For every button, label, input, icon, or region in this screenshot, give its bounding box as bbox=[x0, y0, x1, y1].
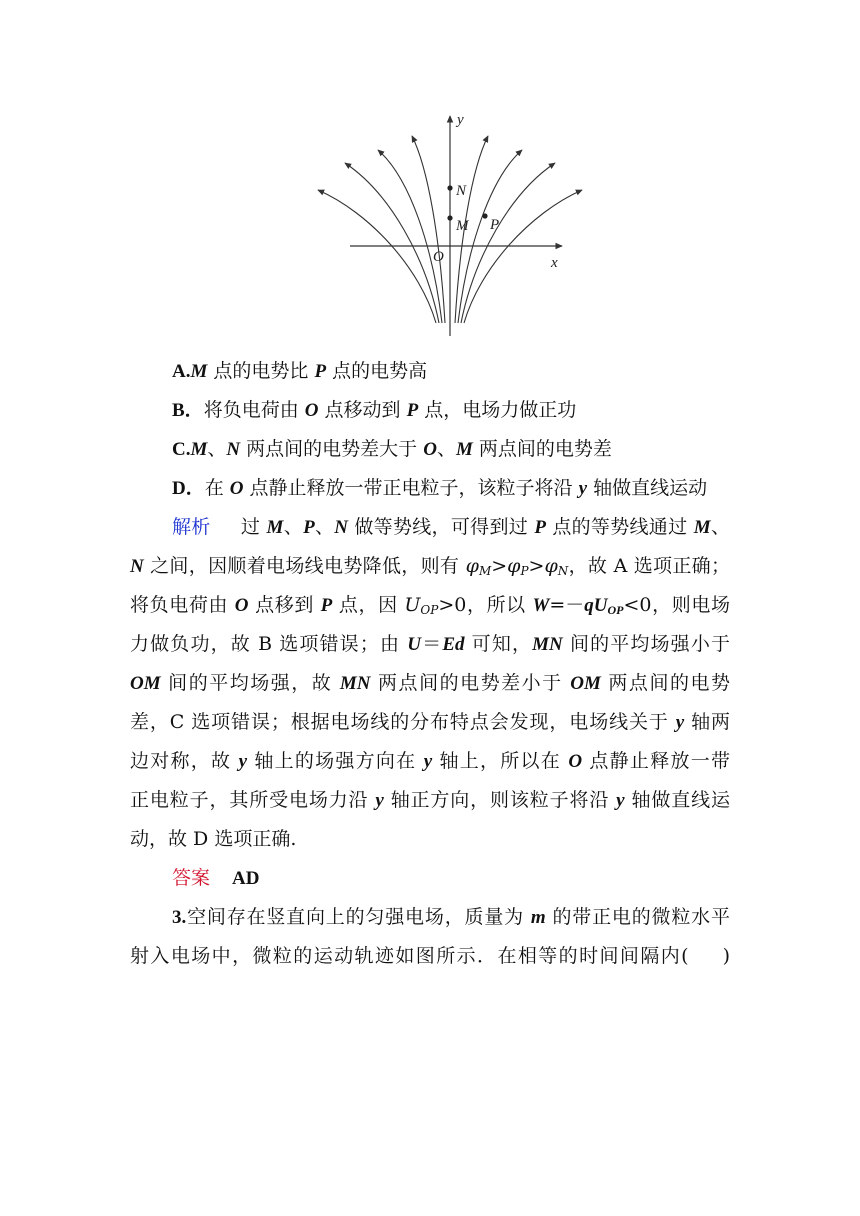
analysis-text: 将负电荷由 bbox=[130, 594, 235, 616]
question3-text: 射入电场中，微粒的运动轨迹如图所示．在相等的时间间隔内( bbox=[130, 945, 689, 967]
label-y: y bbox=[457, 112, 464, 128]
option-d-text: 在 bbox=[204, 477, 230, 499]
answer-line bbox=[130, 859, 730, 898]
analysis-text: 力做负功，故 B 选项错误；由 bbox=[130, 633, 408, 655]
point-P bbox=[482, 213, 487, 218]
analysis-text: 可知， bbox=[464, 633, 533, 655]
option-b-text: 将负电荷由 bbox=[203, 399, 305, 421]
analysis-text: 两点间的电势差小于 bbox=[370, 672, 571, 694]
analysis-text: 、 bbox=[283, 516, 304, 538]
document-body bbox=[130, 352, 730, 976]
analysis-var: U bbox=[407, 634, 422, 655]
analysis-var: P bbox=[534, 517, 546, 538]
analysis-text: 过 bbox=[240, 516, 267, 538]
analysis-text: >0，所以 bbox=[438, 594, 533, 616]
analysis-var: Ed bbox=[442, 634, 465, 655]
analysis-text: 边对称，故 bbox=[130, 750, 239, 772]
question3-var: m bbox=[530, 907, 546, 928]
option-a bbox=[130, 352, 730, 391]
phi-subscript: P bbox=[520, 564, 529, 578]
field-line-left-4 bbox=[412, 136, 445, 323]
analysis-text: 间的平均场强，故 bbox=[160, 672, 340, 694]
u-subscript: OP bbox=[420, 603, 439, 617]
analysis-var: y bbox=[238, 751, 248, 772]
field-line-left-2 bbox=[345, 163, 439, 323]
analysis-label: 解析 bbox=[172, 516, 211, 538]
analysis-text: <0，则电场 bbox=[623, 594, 730, 616]
label-O: O bbox=[433, 249, 444, 265]
analysis-text: 点移到 bbox=[248, 594, 321, 616]
option-d-var: y bbox=[578, 478, 588, 499]
field-line-right-1 bbox=[464, 190, 582, 323]
point-M bbox=[447, 215, 452, 220]
option-b-var: O bbox=[304, 400, 319, 421]
analysis-math bbox=[466, 555, 492, 577]
option-c-var: N bbox=[226, 439, 241, 460]
option-c bbox=[130, 430, 730, 469]
analysis-text: 间的平均场强小于 bbox=[562, 633, 730, 655]
field-diagram-svg bbox=[300, 108, 600, 343]
question3-number: 3. bbox=[172, 907, 187, 928]
field-line-figure bbox=[300, 108, 600, 343]
analysis-var: O bbox=[568, 751, 583, 772]
option-c-var: M bbox=[190, 439, 208, 460]
analysis-line-6 bbox=[130, 703, 730, 742]
question3-paren: ) bbox=[722, 945, 730, 967]
label-N: N bbox=[456, 183, 467, 199]
analysis-math bbox=[507, 555, 528, 577]
option-b-text: 点，电场力做正功 bbox=[418, 399, 577, 421]
option-d-text: 点静止释放一带正电粒子，该粒子将沿 bbox=[243, 477, 579, 499]
analysis-var: OM bbox=[130, 673, 161, 694]
analysis-line-8 bbox=[130, 781, 730, 820]
answer-value: AD bbox=[232, 868, 260, 889]
option-a-letter: A. bbox=[172, 361, 191, 382]
analysis-math bbox=[584, 595, 623, 616]
option-c-var: O bbox=[423, 439, 437, 460]
option-c-letter: C. bbox=[172, 439, 191, 460]
option-a-var: M bbox=[190, 361, 208, 382]
analysis-var: P bbox=[303, 517, 315, 538]
analysis-var: M bbox=[693, 517, 711, 538]
analysis-line-3 bbox=[130, 586, 730, 625]
option-d-var: O bbox=[229, 478, 244, 499]
question3-text: 空间存在竖直向上的匀强电场，质量为 bbox=[186, 906, 531, 928]
option-c-text: 两点间的电势差 bbox=[472, 438, 612, 460]
label-P: P bbox=[490, 217, 500, 233]
label-M: M bbox=[456, 218, 469, 234]
analysis-text: 轴上，所以在 bbox=[432, 750, 569, 772]
analysis-var: y bbox=[675, 712, 685, 733]
phi-subscript: N bbox=[557, 564, 569, 578]
field-line-left-1 bbox=[318, 190, 436, 323]
analysis-text: 、 bbox=[314, 516, 335, 538]
point-N bbox=[447, 185, 452, 190]
option-c-text: 、 bbox=[207, 438, 227, 460]
phi-subscript: M bbox=[478, 564, 492, 578]
analysis-text: 差，C 选项错误；根据电场线的分布特点会发现，电场线关于 bbox=[130, 711, 676, 733]
analysis-var: M bbox=[266, 517, 284, 538]
label-x: x bbox=[551, 255, 558, 271]
phi-symbol: φ bbox=[507, 555, 521, 577]
analysis-line-2 bbox=[130, 547, 730, 586]
analysis-text: 动，故 D 选项正确. bbox=[130, 828, 297, 850]
analysis-text: 正电粒子，其所受电场力沿 bbox=[130, 789, 376, 811]
analysis-text: 轴上的场强方向在 bbox=[247, 750, 424, 772]
field-line-right-2 bbox=[461, 163, 555, 323]
analysis-var: N bbox=[334, 517, 349, 538]
analysis-line-7 bbox=[130, 742, 730, 781]
question3-text: 的带正电的微粒水平 bbox=[545, 906, 731, 928]
analysis-var: W bbox=[532, 595, 550, 616]
analysis-text: 轴两 bbox=[684, 711, 730, 733]
gt-symbol: > bbox=[491, 555, 508, 577]
question3-line-2 bbox=[130, 937, 730, 976]
analysis-text: 点的等势线通过 bbox=[545, 516, 694, 538]
analysis-var: y bbox=[423, 751, 433, 772]
analysis-line-9 bbox=[130, 820, 730, 859]
u-symbol: U bbox=[404, 594, 421, 616]
analysis-var: MN bbox=[532, 634, 563, 655]
option-a-var: P bbox=[314, 361, 327, 382]
option-b-letter: B． bbox=[172, 400, 204, 421]
option-a-text: 点的电势高 bbox=[326, 360, 428, 382]
option-b-var: P bbox=[406, 400, 419, 421]
analysis-text: 做等势线，可得到过 bbox=[348, 516, 535, 538]
analysis-text: =－ bbox=[549, 594, 585, 616]
analysis-math bbox=[544, 555, 568, 577]
option-b bbox=[130, 391, 730, 430]
option-c-text: 两点间的电势差大于 bbox=[240, 438, 424, 460]
option-c-var: M bbox=[455, 439, 473, 460]
analysis-text: ，故 A 选项正确； bbox=[568, 555, 730, 577]
option-d-text: 轴做直线运动 bbox=[587, 477, 708, 499]
analysis-var: OM bbox=[570, 673, 601, 694]
answer-label: 答案 bbox=[172, 867, 211, 889]
analysis-text: 、 bbox=[710, 516, 730, 538]
option-b-text: 点移动到 bbox=[318, 399, 407, 421]
qu-subscript: OP bbox=[607, 603, 624, 617]
analysis-text: 点静止释放一带 bbox=[582, 750, 730, 772]
phi-symbol: φ bbox=[465, 555, 479, 577]
option-c-text: 、 bbox=[436, 438, 456, 460]
qu-symbol: qU bbox=[584, 595, 608, 616]
analysis-line-1 bbox=[130, 508, 730, 547]
analysis-text: 点，因 bbox=[332, 594, 405, 616]
analysis-text: 轴正方向，则该粒子将沿 bbox=[383, 789, 617, 811]
gt-symbol: > bbox=[528, 555, 545, 577]
analysis-line-5 bbox=[130, 664, 730, 703]
analysis-text: 轴做直线运 bbox=[624, 789, 730, 811]
option-a-text: 点的电势比 bbox=[207, 360, 315, 382]
analysis-text: 之间，因顺着电场线电势降低，则有 bbox=[143, 555, 466, 577]
analysis-math bbox=[404, 594, 438, 616]
analysis-var: y bbox=[375, 790, 384, 811]
analysis-var: P bbox=[320, 595, 333, 616]
analysis-text: ＝ bbox=[421, 633, 443, 655]
option-d-letter: D． bbox=[172, 478, 205, 499]
analysis-var: MN bbox=[339, 673, 371, 694]
phi-symbol: φ bbox=[544, 555, 558, 577]
analysis-var: O bbox=[234, 595, 249, 616]
analysis-var: y bbox=[616, 790, 625, 811]
analysis-var: N bbox=[130, 556, 144, 577]
analysis-line-4 bbox=[130, 625, 730, 664]
option-d bbox=[130, 469, 730, 508]
question3-line-1 bbox=[130, 898, 730, 937]
analysis-text: 两点间的电势 bbox=[600, 672, 730, 694]
